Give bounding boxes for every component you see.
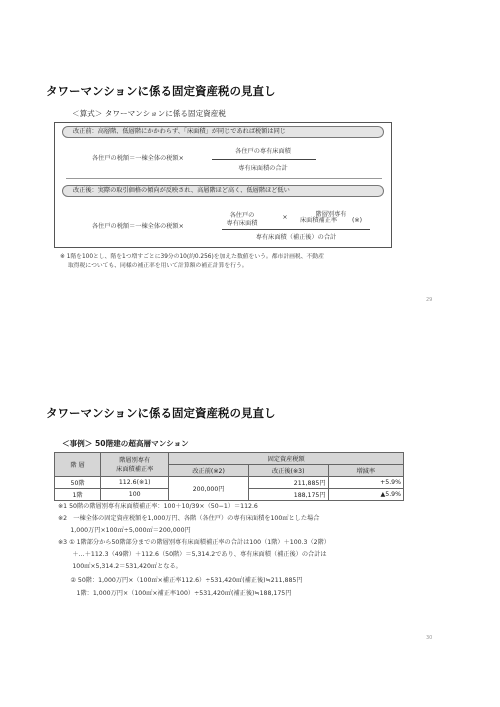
note-line: ※2 一棟全体の固定資産税額を1,000万円、各階（各住戸）の専有床面積を100㎡とした場合 <box>58 515 320 522</box>
page-title: タワーマンションに係る固定資産税の見直し <box>46 84 276 98</box>
note-line: ※1 50階の階層別専有床面積補正率：100＋10/39×（50−1）＝112.6 <box>58 503 258 510</box>
formula-heading: ＜算式＞ タワーマンションに係る固定資産税 <box>72 109 226 118</box>
table-header: 改正前(※2) <box>169 465 249 477</box>
before-denominator: 専有床面積の合計 <box>238 165 288 172</box>
table-cell: 100 <box>101 489 169 501</box>
note-line: ＋…＋112.3（49階）＋112.6（50階）＝5,314.2であり、専有床面積（補正後）の合計は <box>58 551 327 558</box>
example-heading: ＜事例＞ 50階建の超高層マンション <box>62 439 189 448</box>
table-cell: +5.9% <box>328 477 403 489</box>
table-header: 増減率 <box>328 465 403 477</box>
times-sign: × <box>282 214 288 221</box>
before-numerator: 各住戸の専有床面積 <box>235 148 291 155</box>
table-cell: 50階 <box>55 477 101 489</box>
note-line: ※ 1階を100とし、階を1つ増すごとに39分の10(約0.256)を加えた数値をいう。都市計画税、不動産 <box>60 254 324 260</box>
page-title: タワーマンションに係る固定資産税の見直し <box>46 406 276 420</box>
after-formula-left: 各住戸の税額＝一棟全体の税額× <box>92 223 184 230</box>
table-cell: 200,000円 <box>169 477 249 501</box>
table-header: 改正後(※3) <box>248 465 328 477</box>
divider <box>66 178 382 179</box>
after-numerator-b2: 床面積補正率 <box>300 217 338 224</box>
after-numerator-b3: (※) <box>352 217 363 224</box>
after-numerator-b: 階層別専有 <box>315 211 347 218</box>
after-banner: 改正後：実際の取引価格の傾向が反映され、高層階ほど高く、低層階ほど低い <box>62 185 384 197</box>
table-header: 階 層 <box>55 453 101 477</box>
note-line: 1,000万円×100㎡÷5,000㎡＝200,000円 <box>58 527 191 534</box>
before-fraction-line <box>212 159 316 160</box>
note-line: ※3 ① 1階部分から50階部分までの階層別専有床面積補正率の合計は100（1階）＋100.3（2階） <box>58 539 330 546</box>
before-formula-left: 各住戸の税額＝一棟全体の税額× <box>92 155 184 162</box>
table-cell: ▲5.9% <box>328 489 403 501</box>
page-number: 29 <box>426 297 433 303</box>
table-header: 固定資産税額 <box>169 453 404 465</box>
note-line: ② 50階：1,000万円×（100㎡×補正率112.6）÷531,420㎡(補正後)≒211,885円 <box>58 577 303 584</box>
note-line: 100㎡×5,314.2＝531,420㎡となる。 <box>58 563 182 570</box>
header-line: 床面積補正率 <box>116 465 154 473</box>
after-fraction-line <box>222 229 370 230</box>
table-cell: 188,175円 <box>248 489 328 501</box>
header-line: 階層別専有 <box>119 456 151 464</box>
table-row <box>55 477 404 489</box>
table-cell: 1階 <box>55 489 101 501</box>
page-number: 30 <box>426 635 433 641</box>
table-header <box>101 453 169 477</box>
after-denominator: 専有床面積（補正後）の合計 <box>255 234 337 241</box>
example-table <box>54 452 404 501</box>
after-numerator-a: 各住戸の <box>229 212 255 219</box>
table-cell: 112.6(※1) <box>101 477 169 489</box>
after-numerator-a2: 専有床面積 <box>226 220 258 227</box>
before-banner: 改正前：高層階、低層階にかかわらず、「床面積」が同じであれば税額は同じ <box>62 126 384 138</box>
note-line: 取得税についても、同様の補正率を用いて計算額の補正計算を行う。 <box>68 263 248 269</box>
note-line: 1階：1,000万円×（100㎡×補正率100）÷531,420㎡(補正後)≒188,175円 <box>58 590 292 597</box>
table-cell: 211,885円 <box>248 477 328 489</box>
